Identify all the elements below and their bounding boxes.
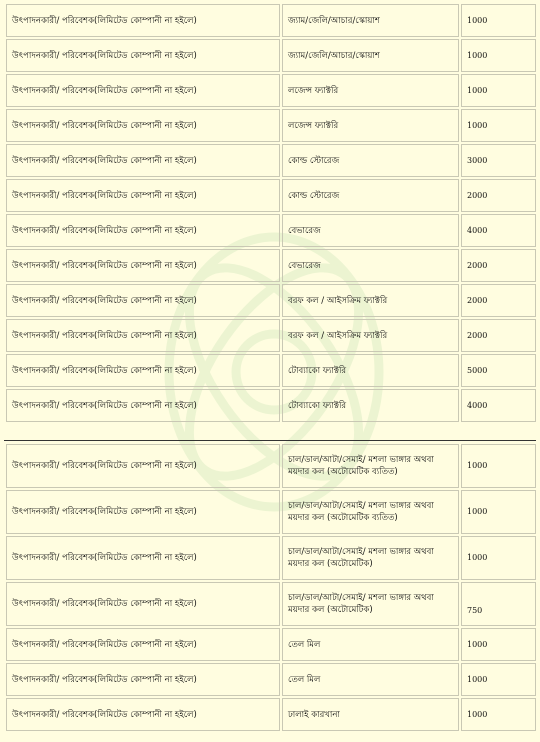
business-type-cell: উৎপাদনকারী/ পরিবেশক(লিমিটেড কোম্পানী না হইলে) [6, 698, 280, 731]
table-row [6, 214, 536, 247]
business-type-cell: উৎপাদনকারী/ পরিবেশক(লিমিটেড কোম্পানী না হইলে) [6, 4, 280, 37]
business-category-cell: ঢালাই কারখানা [282, 698, 459, 731]
fee-amount-cell: 1000 [461, 490, 536, 534]
business-category-cell: তেল মিল [282, 663, 459, 696]
business-type-cell: উৎপাদনকারী/ পরিবেশক(লিমিটেড কোম্পানী না হইলে) [6, 214, 280, 247]
table-row [6, 582, 536, 626]
business-category-cell: চাল/ডাল/আটা/সেমাই/ মশলা ভাঙ্গার অথবা ময়দার কল (অটোমেটিক ব্যতিত) [282, 444, 459, 488]
business-category-cell: জ্যাম/জেলি/আচার/স্কোয়াশ [282, 4, 459, 37]
table-row [6, 536, 536, 580]
business-category-cell: তেল মিল [282, 628, 459, 661]
business-type-cell: উৎপাদনকারী/ পরিবেশক(লিমিটেড কোম্পানী না হইলে) [6, 536, 280, 580]
table-row [6, 109, 536, 142]
business-category-cell: বেভারেজ [282, 214, 459, 247]
table-row [6, 249, 536, 282]
table-row [6, 284, 536, 317]
table-row [6, 179, 536, 212]
fee-amount-cell: 1000 [461, 109, 536, 142]
business-category-cell: চাল/ডাল/আটা/সেমাই/ মশলা ভাঙ্গার অথবা ময়দার কল (অটোমেটিক ব্যতিত) [282, 490, 459, 534]
business-type-cell: উৎপাদনকারী/ পরিবেশক(লিমিটেড কোম্পানী না হইলে) [6, 490, 280, 534]
table-row [6, 389, 536, 422]
business-category-cell: কোল্ড স্টোরেজ [282, 144, 459, 177]
business-category-cell: চাল/ডাল/আটা/সেমাই/ মশলা ভাঙ্গার অথবা ময়দার কল (অটোমেটিক) [282, 582, 459, 626]
business-category-cell: বরফ কল / আইসক্রিম ফ্যাক্টরি [282, 319, 459, 352]
fee-amount-cell: 750 [461, 582, 536, 626]
business-category-cell: বরফ কল / আইসক্রিম ফ্যাক্টরি [282, 284, 459, 317]
fee-amount-cell: 1000 [461, 444, 536, 488]
business-type-cell: উৎপাদনকারী/ পরিবেশক(লিমিটেড কোম্পানী না হইলে) [6, 389, 280, 422]
business-category-cell: চাল/ডাল/আটা/সেমাই/ মশলা ভাঙ্গার অথবা ময়দার কল (অটোমেটিক) [282, 536, 459, 580]
fee-amount-cell: 3000 [461, 144, 536, 177]
business-category-cell: টোব্যাকো ফ্যাক্টরি [282, 354, 459, 387]
fee-amount-cell: 1000 [461, 628, 536, 661]
business-type-cell: উৎপাদনকারী/ পরিবেশক(লিমিটেড কোম্পানী না হইলে) [6, 144, 280, 177]
business-type-cell: উৎপাদনকারী/ পরিবেশক(লিমিটেড কোম্পানী না হইলে) [6, 39, 280, 72]
table-row [6, 444, 536, 488]
business-category-cell: লজেন্স ফ্যাক্টরি [282, 74, 459, 107]
fee-amount-cell: 1000 [461, 698, 536, 731]
business-type-cell: উৎপাদনকারী/ পরিবেশক(লিমিটেড কোম্পানী না হইলে) [6, 444, 280, 488]
business-type-cell: উৎপাদনকারী/ পরিবেশক(লিমিটেড কোম্পানী না হইলে) [6, 319, 280, 352]
fee-amount-cell: 1000 [461, 536, 536, 580]
table-row [6, 144, 536, 177]
table-row [6, 4, 536, 37]
business-type-cell: উৎপাদনকারী/ পরিবেশক(লিমিটেড কোম্পানী না হইলে) [6, 582, 280, 626]
business-type-cell: উৎপাদনকারী/ পরিবেশক(লিমিটেড কোম্পানী না হইলে) [6, 109, 280, 142]
table-row [6, 628, 536, 661]
fee-amount-cell: 2000 [461, 179, 536, 212]
table-row [6, 354, 536, 387]
business-type-cell: উৎপাদনকারী/ পরিবেশক(লিমিটেড কোম্পানী না হইলে) [6, 354, 280, 387]
fee-amount-cell: 5000 [461, 354, 536, 387]
business-type-cell: উৎপাদনকারী/ পরিবেশক(লিমিটেড কোম্পানী না হইলে) [6, 663, 280, 696]
table-row [6, 319, 536, 352]
table-row [6, 74, 536, 107]
fee-amount-cell: 2000 [461, 319, 536, 352]
business-category-cell: টোব্যাকো ফ্যাক্টরি [282, 389, 459, 422]
fee-amount-cell: 1000 [461, 39, 536, 72]
license-fee-table-bottom [4, 442, 538, 733]
table-row [6, 698, 536, 731]
business-category-cell: লজেন্স ফ্যাক্টরি [282, 109, 459, 142]
fee-amount-cell: 1000 [461, 4, 536, 37]
table-row [6, 39, 536, 72]
fee-amount-cell: 4000 [461, 214, 536, 247]
business-type-cell: উৎপাদনকারী/ পরিবেশক(লিমিটেড কোম্পানী না হইলে) [6, 179, 280, 212]
section-divider [4, 440, 536, 441]
business-category-cell: বেভারেজ [282, 249, 459, 282]
business-type-cell: উৎপাদনকারী/ পরিবেশক(লিমিটেড কোম্পানী না হইলে) [6, 74, 280, 107]
fee-amount-cell: 1000 [461, 74, 536, 107]
document-page [4, 2, 536, 740]
fee-amount-cell: 1000 [461, 663, 536, 696]
business-type-cell: উৎপাদনকারী/ পরিবেশক(লিমিটেড কোম্পানী না হইলে) [6, 628, 280, 661]
table-row [6, 490, 536, 534]
business-category-cell: কোল্ড স্টোরেজ [282, 179, 459, 212]
license-fee-table-top [4, 2, 538, 424]
fee-amount-cell: 4000 [461, 389, 536, 422]
business-type-cell: উৎপাদনকারী/ পরিবেশক(লিমিটেড কোম্পানী না হইলে) [6, 284, 280, 317]
fee-amount-cell: 2000 [461, 284, 536, 317]
business-type-cell: উৎপাদনকারী/ পরিবেশক(লিমিটেড কোম্পানী না হইলে) [6, 249, 280, 282]
business-category-cell: জ্যাম/জেলি/আচার/স্কোয়াশ [282, 39, 459, 72]
fee-amount-cell: 2000 [461, 249, 536, 282]
table-row [6, 663, 536, 696]
